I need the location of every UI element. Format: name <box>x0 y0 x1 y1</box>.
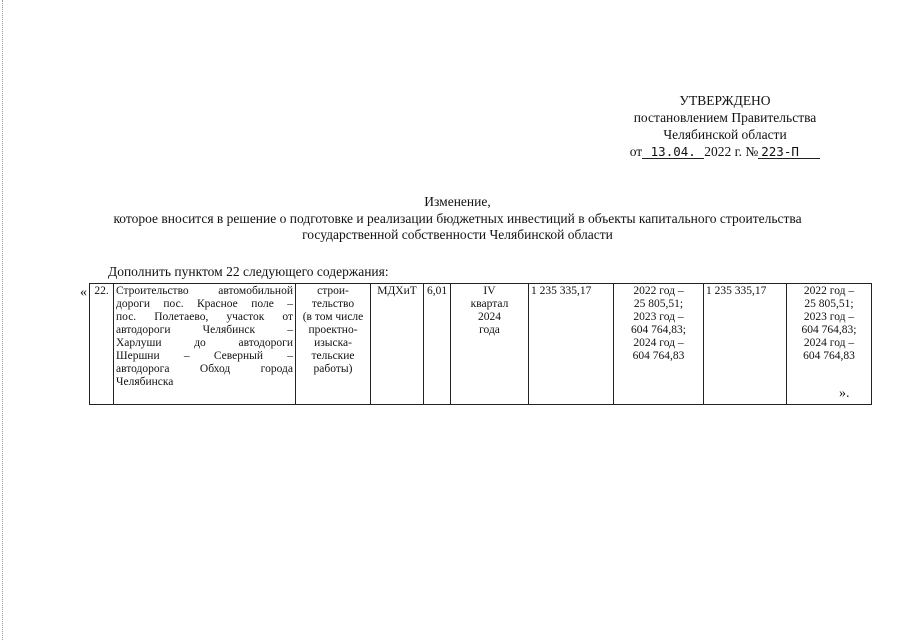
year-suffix: 2022 г. № <box>704 144 759 159</box>
instruction-text: Дополнить пунктом 22 следующего содержания: <box>108 264 389 279</box>
document-heading <box>40 194 875 244</box>
financing-line: 604 764,83 <box>632 350 685 362</box>
term-line: IV <box>483 285 496 297</box>
financing-2-line: 604 764,83; <box>801 324 857 336</box>
approval-line-1: постановлением Правительства <box>633 110 817 125</box>
handwritten-number: 223-П <box>758 145 820 159</box>
cell-cost-2: 1 235 335,17 <box>704 284 787 405</box>
table-row <box>90 284 872 405</box>
heading-line-2: которое вносится в решение о подготовке и реализации бюджетных инвестиций в объекты капитального строительства <box>113 210 802 226</box>
name-line: Харлуши до автодороги <box>116 337 293 349</box>
items-table <box>89 283 872 405</box>
cell-term <box>451 284 529 405</box>
approval-title: УТВЕРЖДЕНО <box>679 93 771 108</box>
work-type-line: тельство <box>311 298 355 310</box>
financing-line: 25 805,51; <box>633 298 684 310</box>
scan-edge <box>2 0 3 640</box>
work-type-line: строи- <box>317 285 349 297</box>
work-type-line: работы) <box>313 363 353 375</box>
term-line: квартал <box>470 298 509 310</box>
work-type-line: проектно- <box>308 324 358 336</box>
financing-line: 2022 год – <box>633 285 684 297</box>
heading-line-1: Изменение, <box>424 194 491 209</box>
cell-length: 6,01 <box>424 284 451 405</box>
financing-2-line: 604 764,83 <box>803 350 855 362</box>
approval-stamp <box>615 92 835 160</box>
financing-line: 2024 год – <box>633 337 684 349</box>
financing-line: 2023 год – <box>633 311 684 323</box>
cell-financing-2 <box>787 284 872 405</box>
financing-2-line: 2024 год – <box>803 337 855 349</box>
cell-work-type <box>296 284 371 405</box>
heading-line-3: государственной собственности Челябинской области <box>302 227 613 242</box>
handwritten-date: 13.04. <box>642 145 704 159</box>
name-line: автодороги Челябинск – <box>116 324 293 336</box>
from-label: от <box>629 144 643 159</box>
name-line: автодорога Обход города <box>116 363 293 375</box>
term-line: 2024 <box>478 311 501 323</box>
financing-2-line: 2023 год – <box>803 311 855 323</box>
name-line: Шершни – Северный – <box>116 350 293 362</box>
name-line: дороги пос. Красное поле – <box>116 298 293 310</box>
name-line: Строительство автомобильной <box>116 285 293 297</box>
approval-line-2: Челябинской области <box>663 127 787 142</box>
financing-line: 604 764,83; <box>631 324 686 336</box>
cell-object-name <box>114 284 296 405</box>
financing-2-line: 2022 год – <box>803 285 855 297</box>
work-type-line: тельские <box>311 350 355 362</box>
cell-financing <box>614 284 704 405</box>
work-type-line: изыска- <box>314 337 352 349</box>
approval-date-line <box>615 143 835 160</box>
name-line: пос. Полетаево, участок от <box>116 311 293 323</box>
quote-close: ». <box>839 386 850 401</box>
term-line: года <box>479 324 500 336</box>
cell-customer: МДХиТ <box>371 284 424 405</box>
work-type-line: (в том числе <box>302 311 364 323</box>
quote-open: « <box>80 285 87 300</box>
name-line: Челябинска <box>116 376 174 388</box>
cell-number: 22. <box>90 284 114 405</box>
cell-cost: 1 235 335,17 <box>529 284 614 405</box>
financing-2-line: 25 805,51; <box>804 298 854 310</box>
